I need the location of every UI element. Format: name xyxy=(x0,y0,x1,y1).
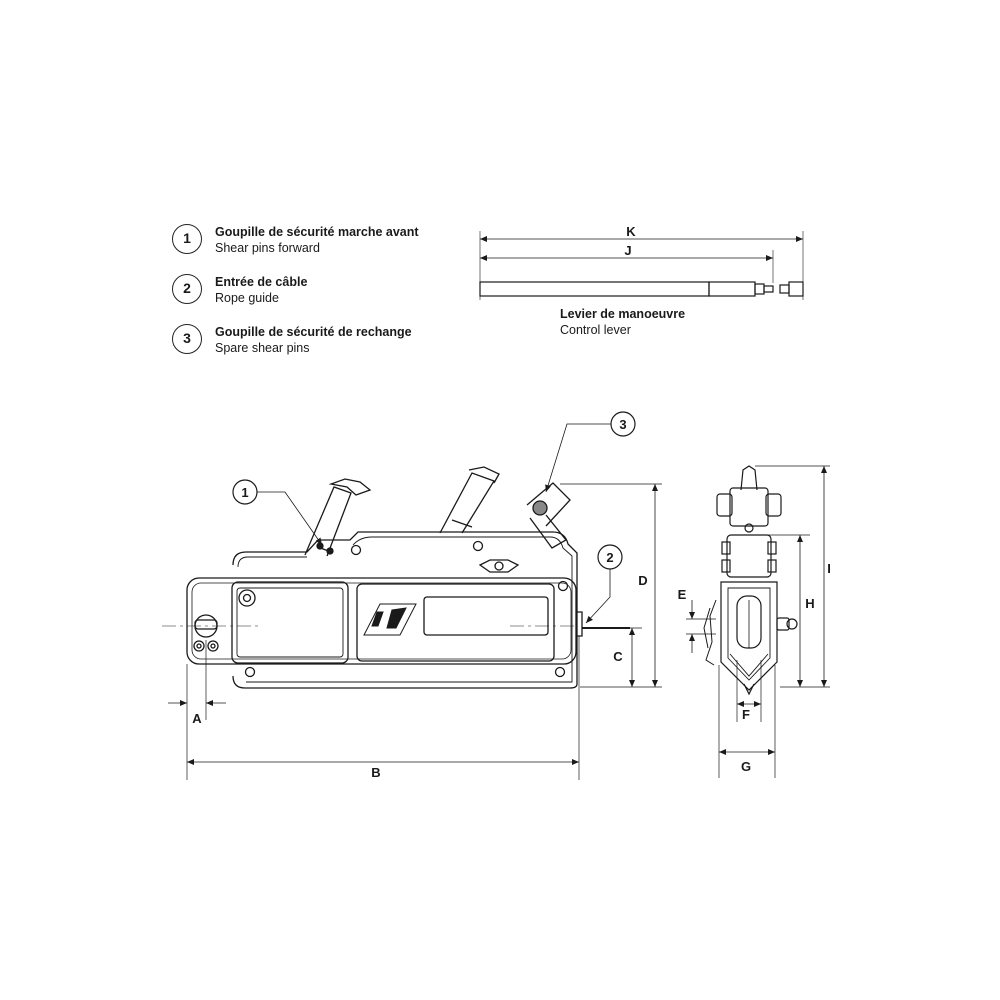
dim-label-b: B xyxy=(371,765,381,780)
legend-number-2: 2 xyxy=(172,274,202,304)
control-lever-drawing xyxy=(480,231,803,300)
dim-label-k: K xyxy=(626,224,636,239)
spare-pin-holder xyxy=(527,483,570,548)
lever-label-en: Control lever xyxy=(560,323,631,337)
dim-label-d: D xyxy=(638,573,648,588)
left-panel xyxy=(232,582,348,663)
legend-number-1: 1 xyxy=(172,224,202,254)
callout-number-1: 1 xyxy=(241,485,249,500)
reverse-handle xyxy=(440,467,499,533)
lever-cap xyxy=(789,282,803,296)
callout-number-3: 3 xyxy=(619,417,627,432)
frame-bolt xyxy=(352,546,361,555)
legend-label-fr-1: Goupille de sécurité marche avant xyxy=(215,225,419,239)
legend-label-en-3: Spare shear pins xyxy=(215,341,310,355)
dim-label-j: J xyxy=(624,243,632,258)
side-view-dimensions xyxy=(168,484,662,780)
dim-label-i: I xyxy=(827,561,831,576)
legend-label-fr-3: Goupille de sécurité de rechange xyxy=(215,325,412,339)
callouts xyxy=(233,412,635,623)
lever-label-fr: Levier de manoeuvre xyxy=(560,307,686,321)
dim-label-h: H xyxy=(805,596,815,611)
legend-label-en-1: Shear pins forward xyxy=(215,241,320,255)
hoist-body xyxy=(187,578,576,664)
legend-label-en-2: Rope guide xyxy=(215,291,279,305)
right-panel xyxy=(357,584,554,661)
callout-number-2: 2 xyxy=(606,550,614,565)
dim-label-e: E xyxy=(677,587,687,602)
end-view-dimensions xyxy=(686,466,830,778)
dim-label-g: G xyxy=(740,759,752,774)
dim-label-f: F xyxy=(742,707,750,722)
panel-screw-top xyxy=(239,590,255,606)
legend-label-fr-2: Entrée de câble xyxy=(215,275,308,289)
dim-label-a: A xyxy=(192,711,202,726)
lever-tube-end xyxy=(709,282,755,296)
legend-number-3: 3 xyxy=(172,324,202,354)
lever-tube xyxy=(480,282,709,296)
hoist-end-view xyxy=(704,466,797,694)
end-view-handle-tip xyxy=(741,466,757,490)
brand-logo xyxy=(364,604,416,635)
dim-label-c: C xyxy=(613,649,623,664)
label-plate xyxy=(424,597,548,635)
